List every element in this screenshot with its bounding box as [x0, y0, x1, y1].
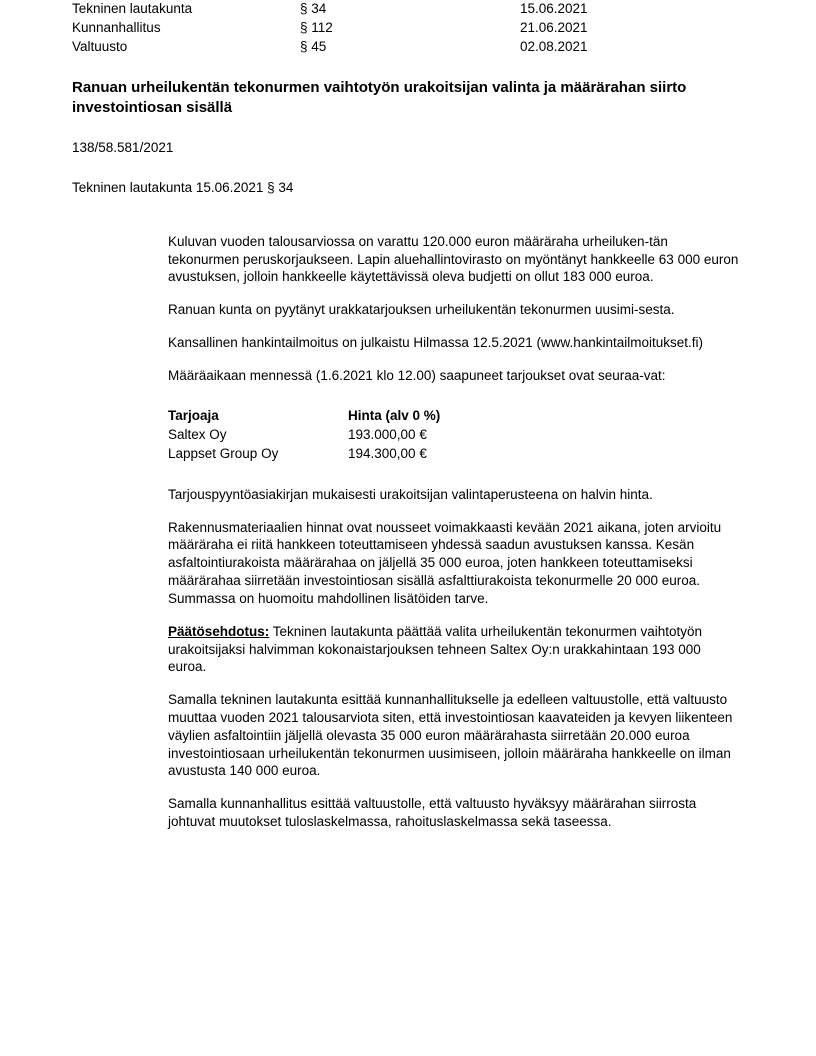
page-title: Ranuan urheilukentän tekonurmen vaihtotyön urakoitsijan valinta ja määrärahan siirto investointiosan sisällä	[72, 79, 687, 117]
offers-table-body	[168, 407, 568, 464]
meeting-date: 02.08.2021	[520, 39, 588, 55]
paragraph: Tarjouspyyntöasiakirjan mukaisesti urakoitsijan valintaperusteena on halvin hinta.	[168, 486, 653, 502]
paragraph: Ranuan kunta on pyytänyt urakkatarjouksen urheilukentän tekonurmen uusimi-sesta.	[168, 302, 675, 318]
bidder-name: Saltex Oy	[168, 426, 227, 442]
table-header-row	[168, 407, 568, 426]
meeting-history-table	[72, 0, 744, 57]
bidder-price: 194.300,00 €	[348, 445, 427, 461]
column-header-bidder: Tarjoaja	[168, 407, 219, 423]
meeting-body-name: Tekninen lautakunta	[72, 1, 193, 16]
paragraph: Rakennusmateriaalien hinnat ovat nousseet voimakkaasti kevään 2021 aikana, joten arvioitu määräraha ei riitä hankkeen toteuttamiseen yhdessä saadun avustuksen kanssa. Kesän asfaltointiurakoista määrärahaa on jäljellä 35 000 euroa, joten hankkeen toteuttamiseksi määrärahaa siirretään investointiosan sisällä asfalttiurakoista tekonurmelle 20 000 euroa. Summassa on huomoitu mahdollinen lisätöiden tarve.	[168, 519, 722, 606]
table-row	[72, 0, 744, 19]
table-row	[72, 19, 744, 38]
org-meeting-line: Tekninen lautakunta 15.06.2021 § 34	[72, 179, 294, 195]
document-body	[168, 233, 744, 831]
table-row	[168, 445, 568, 464]
paragraph: Samalla kunnanhallitus esittää valtuustolle, että valtuusto hyväksyy määrärahan siirrosta johtuvat muutokset tuloslaskelmassa, rahoituslaskelmassa sekä taseessa.	[168, 796, 697, 830]
offers-table	[168, 407, 568, 464]
paragraph: Kansallinen hankintailmoitus on julkaistu Hilmassa 12.5.2021 (www.hankintailmoitukset.fi)	[168, 334, 704, 350]
bidder-name: Lappset Group Oy	[168, 445, 279, 461]
meeting-body-name: Valtuusto	[72, 39, 128, 55]
decision-proposal-label: Päätösehdotus:	[168, 623, 270, 639]
meeting-date: 15.06.2021	[520, 1, 588, 16]
case-number: 138/58.581/2021	[72, 140, 174, 156]
meeting-date: 21.06.2021	[520, 20, 588, 36]
meeting-section: § 34	[300, 1, 327, 16]
meeting-history-body	[72, 0, 744, 57]
column-header-price: Hinta (alv 0 %)	[348, 407, 441, 423]
bidder-price: 193.000,00 €	[348, 426, 427, 442]
decision-proposal-text: Tekninen lautakunta päättää valita urheilukentän tekonurmen vaihtotyön urakoitsijaksi halvimman kokonaistarjouksen tehneen Saltex Oy:n urakkahintaan 193 000 euroa.	[168, 623, 703, 675]
meeting-body-name: Kunnanhallitus	[72, 20, 161, 36]
table-row	[72, 38, 744, 57]
paragraph: Samalla tekninen lautakunta esittää kunnanhallitukselle ja edelleen valtuustolle, että valtuusto muuttaa vuoden 2021 talousarviota siten, että investointiosan kaavateiden ja kevyen liikenteen väylien asfaltointiin jäljellä olevasta 35 000 euron määrärahasta siirretään 20.000 euroa investointiosaan urheilukentän tekonurmen uusimiseen, jolloin määräraha hankkeelle on ilman avustusta 140 000 euroa.	[168, 692, 733, 779]
table-row	[168, 426, 568, 445]
meeting-section: § 112	[300, 20, 333, 36]
meeting-section: § 45	[300, 39, 327, 55]
spacer	[168, 464, 744, 486]
decision-proposal-paragraph	[168, 623, 742, 676]
paragraph: Kuluvan vuoden talousarviossa on varattu 120.000 euron määräraha urheiluken-tän tekonurmen peruskorjaukseen. Lapin aluehallintovirasto on myöntänyt hankkeelle 63 000 euron avustuksen, jolloin hankkeelle käytettävissä oleva budjetti on ollut 183 000 euroa.	[168, 233, 739, 285]
paragraph: Määräaikaan mennessä (1.6.2021 klo 12.00) saapuneet tarjoukset ovat seuraa-vat:	[168, 367, 666, 383]
